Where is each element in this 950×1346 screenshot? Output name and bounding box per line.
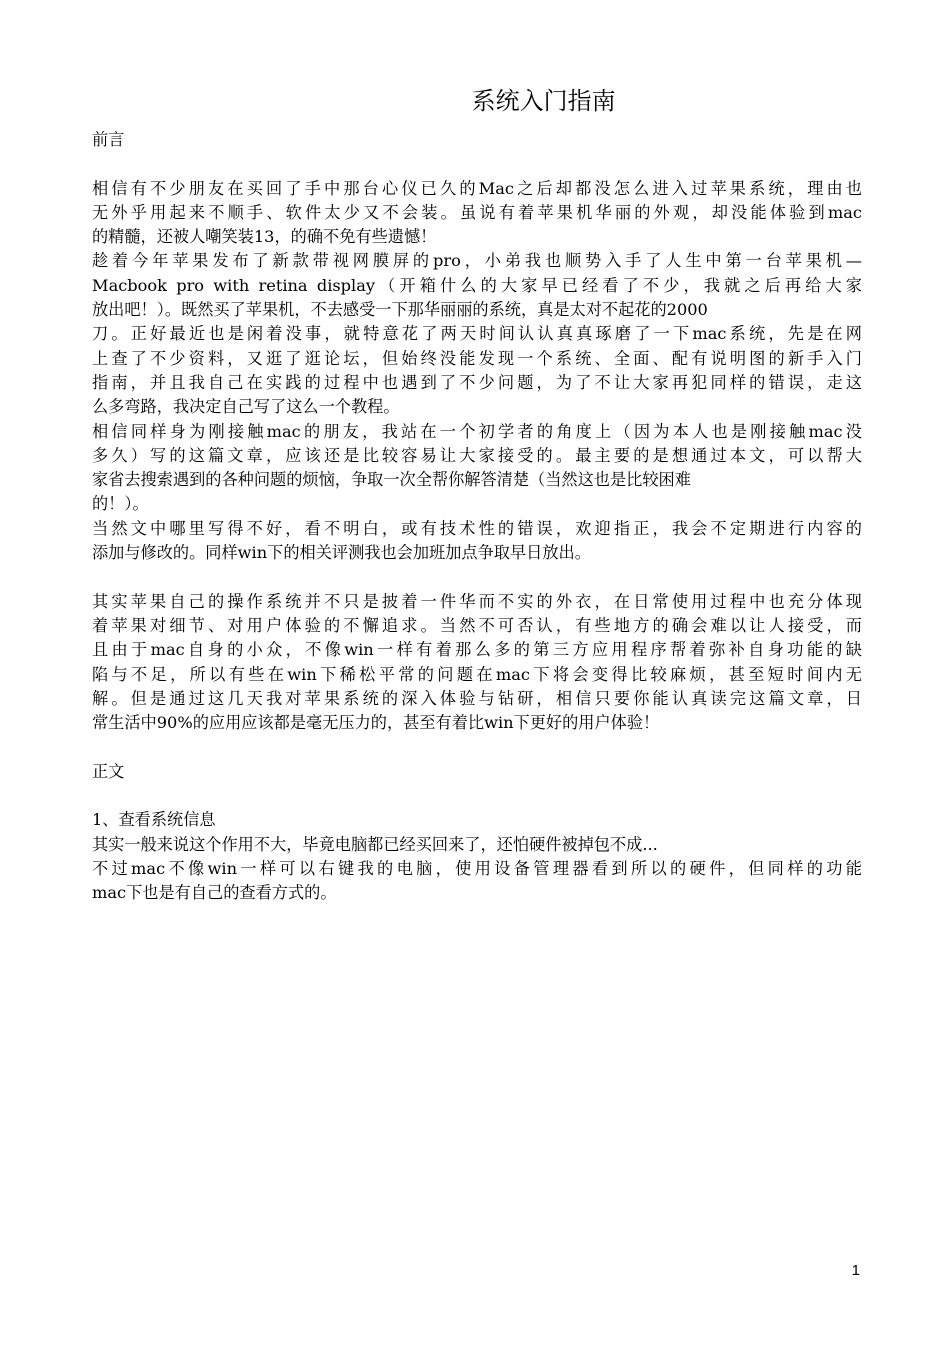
blank-line — [92, 784, 862, 808]
body-text-line: 添加与修改的。同样win下的相关评测我也会加班加点争取早日放出。 — [92, 543, 591, 563]
blank-line — [92, 565, 862, 589]
body-text-line: 其实一般来说这个作用不大，毕竟电脑都已经买回来了，还怕硬件被掉包不成... — [92, 834, 658, 854]
document-title: 系统入门指南 — [334, 87, 616, 115]
body-text-line: 的精髓，还被人嘲笑装13，的确不免有些遗憾！ — [92, 227, 437, 247]
body-text-line: 么多弯路，我决定自己写了这么一个教程。 — [92, 397, 400, 417]
blank-line — [92, 152, 862, 176]
body-text-line: 相信有不少朋友在买回了手中那台心仪已久的Mac之后却都没怎么进入过苹果系统，理由也 — [92, 178, 862, 198]
body-text-line: 相信同样身为刚接触mac的朋友，我站在一个初学者的角度上（因为本人也是刚接触mac没 — [92, 421, 862, 441]
body-text-line: 家省去搜索遇到的各种问题的烦恼，争取一次全帮你解答清楚（当然这也是比较困难 — [92, 470, 691, 490]
body-text-line: 不过mac不像win一样可以右键我的电脑，使用设备管理器看到所以的硬件，但同样的功能 — [92, 858, 862, 878]
blank-line — [92, 735, 862, 759]
body-text-line: 着苹果对细节、对用户体验的不懈追求。当然不可否认，有些地方的确会难以让人接受，而 — [92, 615, 862, 635]
body-text-line: 解。但是通过这几天我对苹果系统的深入体验与钻研，相信只要你能认真读完这篇文章，日 — [92, 688, 862, 708]
body-text-line: 多久）写的这篇文章，应该还是比较容易让大家接受的。最主要的是想通过本文，可以帮大 — [92, 445, 862, 465]
body-text-line: 刀。正好最近也是闲着没事，就特意花了两天时间认认真真琢磨了一下mac系统，先是在网 — [92, 324, 862, 344]
body-text-line: 正文 — [92, 761, 125, 781]
body-text-line: mac下也是有自己的查看方式的。 — [92, 883, 337, 903]
body-text-line: 的！）。 — [92, 494, 149, 514]
body-text-line: Macbook pro with retina display（开箱什么的大家早已经看了不少，我就之后再给大家 — [92, 275, 862, 295]
body-text-line: 当然文中哪里写得不好，看不明白，或有技术性的错误，欢迎指正，我会不定期进行内容的 — [92, 518, 862, 538]
body-text-line: 指南，并且我自己在实践的过程中也遇到了不少问题，为了不让大家再犯同样的错误，走这 — [92, 372, 862, 392]
body-text-line: 上查了不少资料，又逛了逛论坛，但始终没能发现一个系统、全面、配有说明图的新手入门 — [92, 348, 862, 368]
body-text-line: 且由于mac自身的小众，不像win一样有着那么多的第三方应用程序帮着弥补自身功能的缺 — [92, 640, 862, 660]
body-text-line: 前言 — [92, 130, 125, 149]
document-body — [92, 128, 862, 906]
body-text-line: 常生活中90%的应用应该都是毫无压力的，甚至有着比win下更好的用户体验！ — [92, 713, 660, 733]
body-text-line: 其实苹果自己的操作系统并不只是披着一件华而不实的外衣，在日常使用过程中也充分体现 — [92, 591, 862, 611]
body-text-line: 趁着今年苹果发布了新款带视网膜屏的pro，小弟我也顺势入手了人生中第一台苹果机— — [92, 251, 862, 271]
body-text-line: 陷与不足，所以有些在win下稀松平常的问题在mac下将会变得比较麻烦，甚至短时间内无 — [92, 664, 862, 684]
body-text-line: 放出吧！）。既然买了苹果机，不去感受一下那华丽丽的系统，真是太对不起花的2000 — [92, 300, 708, 320]
body-text-line: 1、查看系统信息 — [92, 810, 216, 830]
body-text-line: 无外乎用起来不顺手、软件太少又不会装。虽说有着苹果机华丽的外观，却没能体验到mac — [92, 202, 862, 222]
page-number: 1 — [851, 1262, 860, 1279]
